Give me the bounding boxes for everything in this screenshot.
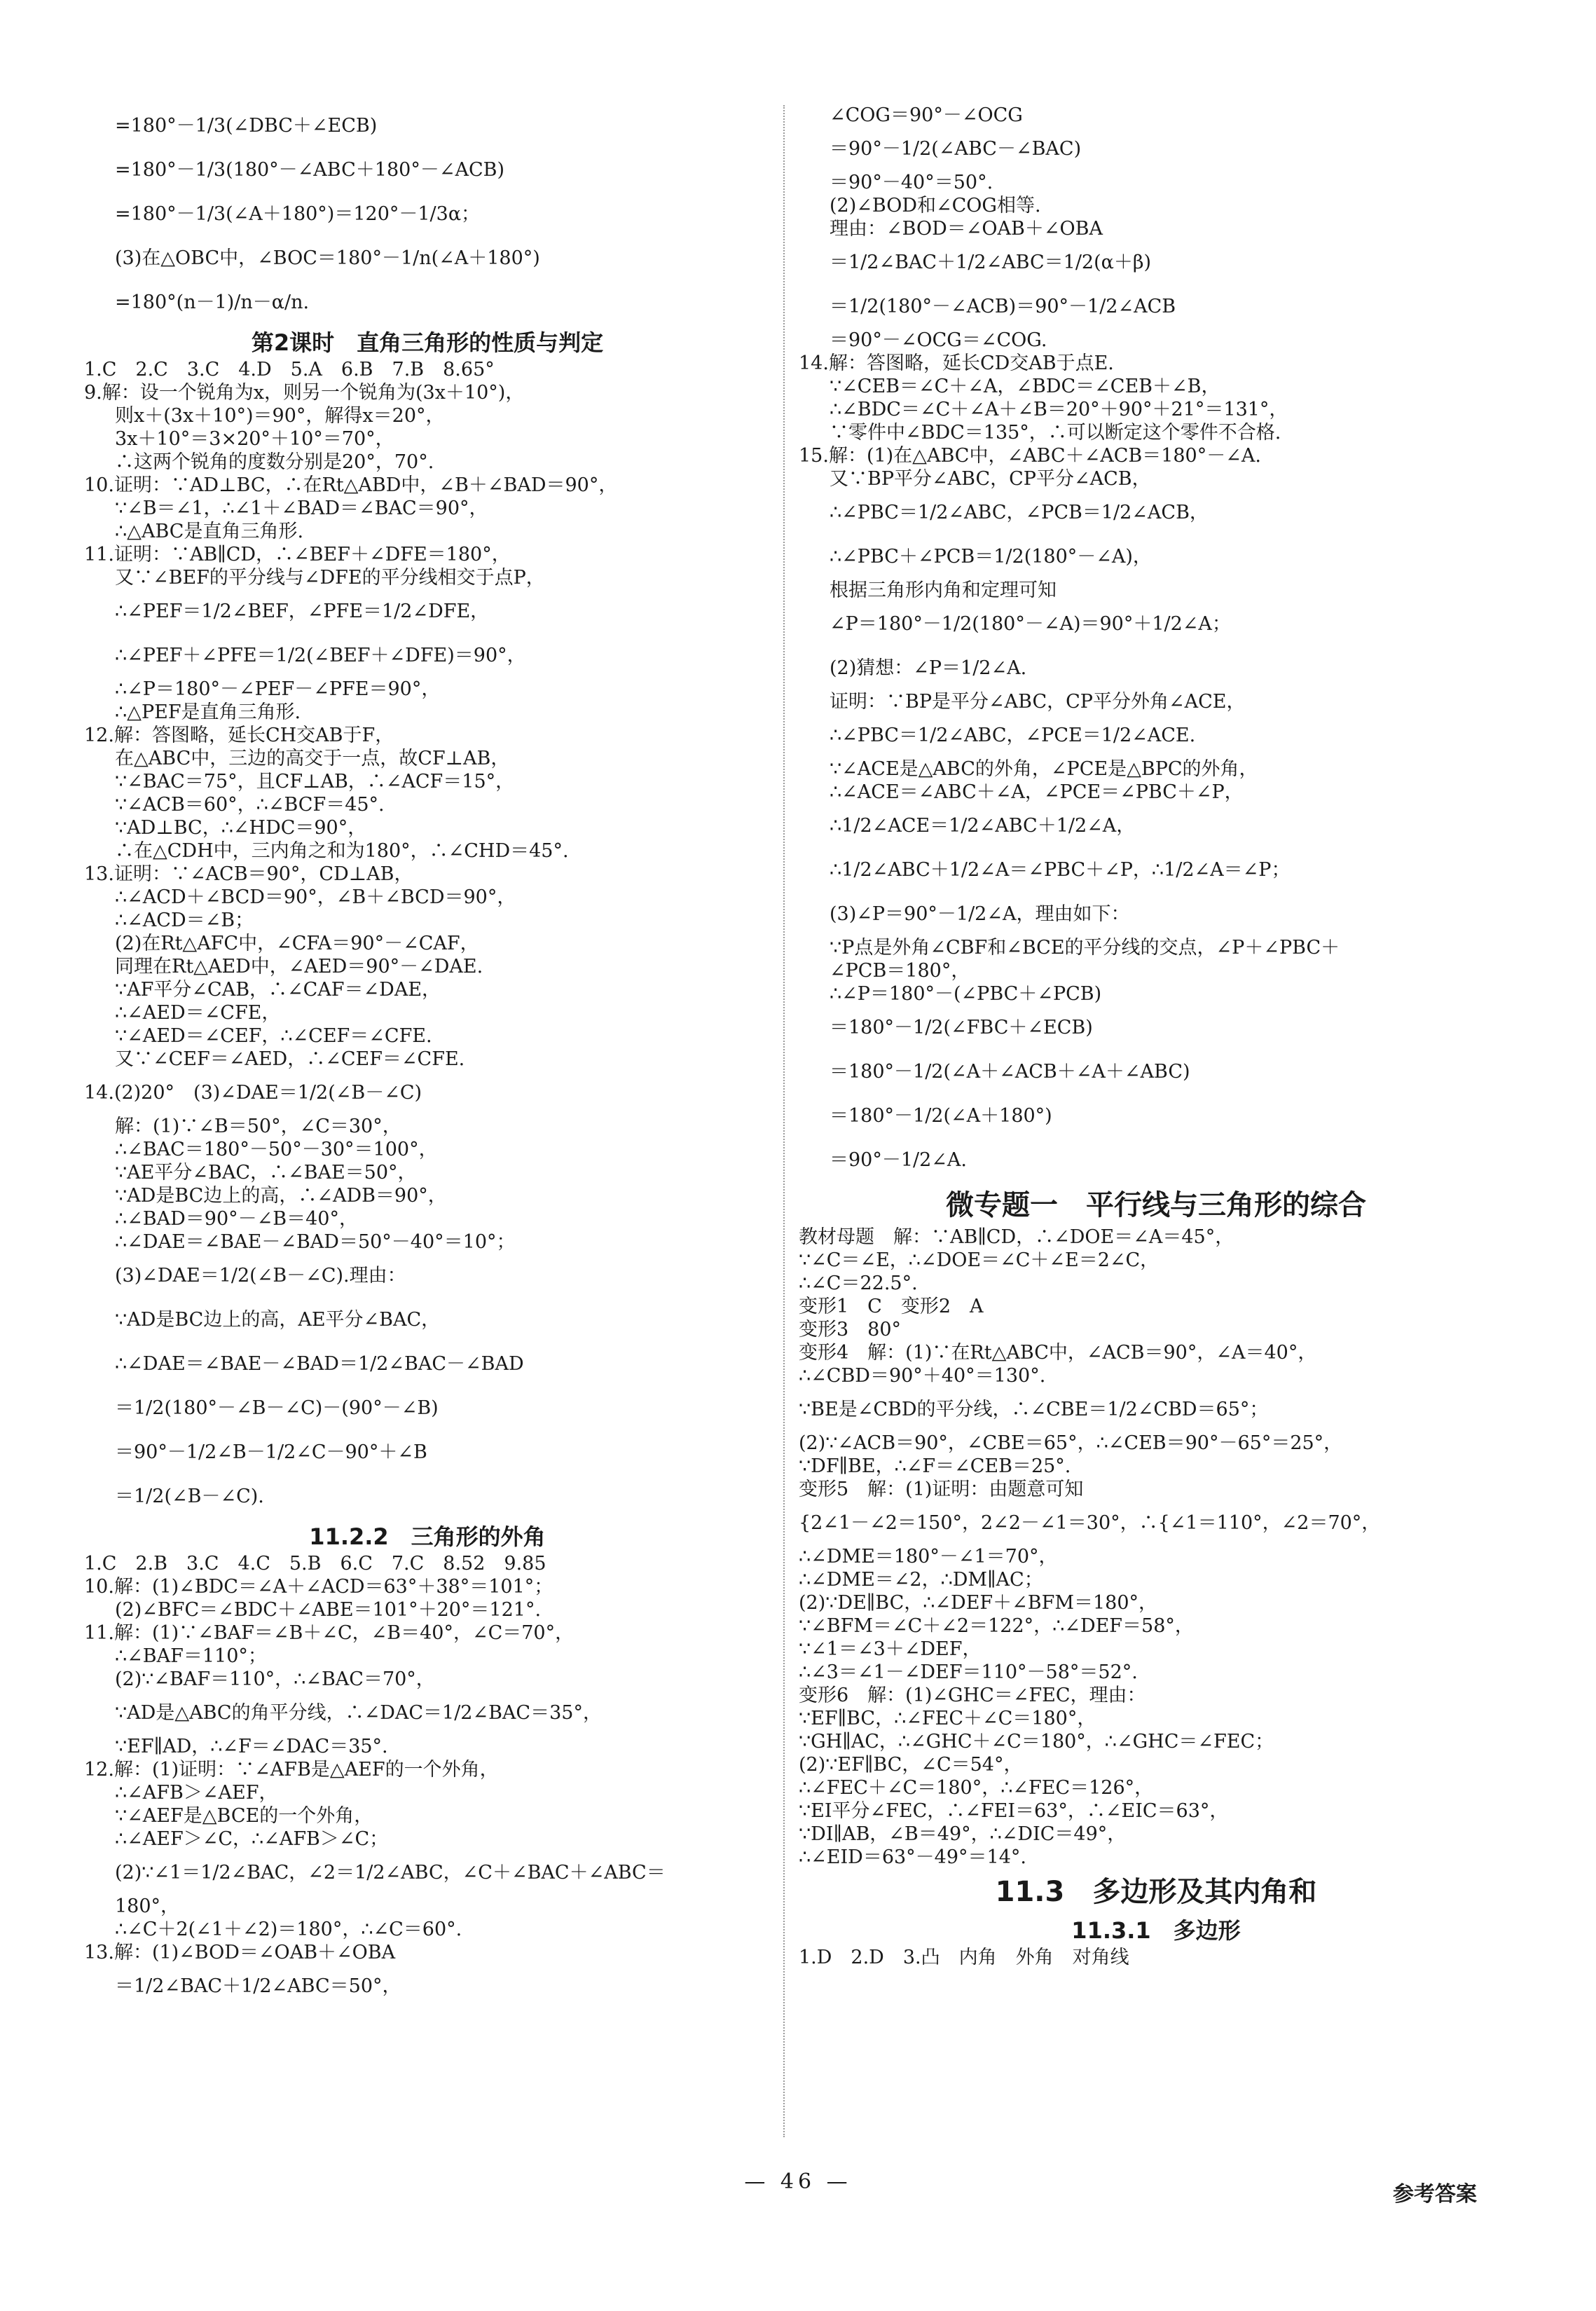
answer-line: ∴∠ACD＝∠B；: [115, 910, 254, 931]
answer-line: (2)∵DE∥BC，∴∠DEF＋∠BFM＝180°，: [799, 1593, 1158, 1614]
answer-line: ∵AD⊥BC，∴∠HDC＝90°，: [115, 818, 367, 839]
section-label: 参考答案: [1393, 2182, 1477, 2207]
answer-line: ∵∠1＝∠3＋∠DEF，: [799, 1639, 982, 1660]
answer-line: ∴∠AFB＞∠AEF，: [115, 1783, 278, 1804]
answer-line: ∵∠AED＝∠CEF，∴∠CEF＝∠CFE.: [115, 1026, 432, 1047]
answer-line: 在△ABC中，三边的高交于一点，故CF⊥AB，: [115, 748, 510, 769]
answer-line: ∴∠AED＝∠CFE，: [115, 1003, 281, 1024]
answer-line: (2)∠BFC＝∠BDC＋∠ABE＝101°＋20°＝121°.: [115, 1600, 542, 1621]
answer-line: ∴∠AEF＞∠C，∴∠AFB＞∠C；: [115, 1829, 389, 1850]
answer-line: 12.解：(1)证明：∵∠AFB是△AEF的一个外角，: [84, 1760, 499, 1781]
answer-line: ∴∠P＝180°－(∠PBC＋∠PCB): [830, 984, 1102, 1005]
answer-line: 又∵BP平分∠ABC，CP平分∠ACB，: [830, 469, 1151, 490]
answer-line: ∵AD是BC边上的高，AE平分∠BAC，: [115, 1309, 441, 1331]
answer-line: 12.解：答图略，延长CH交AB于F，: [84, 725, 394, 746]
page-number: — 46 —: [744, 2169, 852, 2194]
answer-line: =180°－1/3(∠DBC＋∠ECB): [115, 115, 378, 137]
section-heading: 11.3 多边形及其内角和: [995, 1876, 1317, 1908]
answer-line: 13.证明：∵∠ACB＝90°，CD⊥AB，: [84, 864, 413, 885]
answer-line: ∴∠DAE＝∠BAE－∠BAD＝50°－40°＝10°；: [115, 1232, 516, 1253]
answer-line: 13.解：(1)∠BOD＝∠OAB＋∠OBA: [84, 1942, 396, 1963]
answer-line: 解：(1)∵∠B＝50°，∠C＝30°，: [115, 1116, 401, 1137]
right-column: [799, 105, 1513, 1970]
answer-line: ∵GH∥AC，∴∠GHC＋∠C＝180°，∴∠GHC＝∠FEC；: [799, 1731, 1274, 1753]
answer-line: ＝1/2(180°－∠ACB)＝90°－1/2∠ACB: [830, 296, 1176, 317]
answer-line: ∴∠C＋2(∠1＋∠2)＝180°，∴∠C＝60°.: [115, 1919, 462, 1940]
answer-line: ＝180°－1/2(∠FBC＋∠ECB): [830, 1017, 1093, 1038]
answer-line: (2)∵∠BAF＝110°，∴∠BAC＝70°，: [115, 1669, 435, 1690]
answer-line: 则x＋(3x＋10°)＝90°，解得x＝20°，: [115, 406, 445, 427]
answer-line: ∴∠ACD＋∠BCD＝90°，∠B＋∠BCD＝90°，: [115, 887, 516, 908]
answer-line: 14.(2)20° (3)∠DAE＝1/2(∠B－∠C): [84, 1082, 422, 1104]
column-divider: [783, 105, 786, 2137]
answer-line: (2)猜想：∠P＝1/2∠A.: [830, 657, 1027, 679]
answer-line: 3x＋10°＝3×20°＋10°＝70°，: [115, 429, 394, 450]
answer-line: (2)∵∠ACB＝90°，∠CBE＝65°，∴∠CEB＝90°－65°＝25°，: [799, 1433, 1343, 1454]
answer-line: ∴∠ACE＝∠ABC＋∠A，∠PCE＝∠PBC＋∠P，: [830, 782, 1244, 803]
answer-line: ＝1/2(180°－∠B－∠C)－(90°－∠B): [115, 1397, 439, 1419]
answer-line: 180°，: [115, 1896, 180, 1917]
section-heading: 微专题一 平行线与三角形的综合: [946, 1189, 1366, 1221]
answer-line: ∵∠ACE是△ABC的外角，∠PCE是△BPC的外角，: [830, 759, 1258, 780]
answer-line: {2∠1－∠2＝150°，2∠2－∠1＝30°，∴{∠1＝110°，∠2＝70°，: [799, 1512, 1381, 1534]
section-heading: 11.2.2 三角形的外角: [309, 1523, 546, 1550]
answer-line: ∵EF∥AD，∴∠F＝∠DAC＝35°.: [115, 1736, 388, 1757]
answer-line: ＝180°－1/2(∠A＋∠ACB＋∠A＋∠ABC): [830, 1061, 1190, 1083]
answer-line: (2)∠BOD和∠COG相等.: [830, 196, 1041, 217]
answer-line: 变形1 C 变形2 A: [799, 1296, 984, 1317]
answer-line: ∴∠3＝∠1－∠DEF＝110°－58°＝52°.: [799, 1662, 1138, 1683]
answer-line: ∵BE是∠CBD的平分线，∴∠CBE＝1/2∠CBD＝65°；: [799, 1399, 1269, 1420]
answer-line: ∴∠BAC＝180°－50°－30°＝100°，: [115, 1139, 438, 1160]
answer-line: (3)在△OBC中，∠BOC＝180°－1/n(∠A＋180°): [115, 247, 540, 269]
answer-line: 11.解：(1)∵∠BAF＝∠B＋∠C，∠B＝40°，∠C＝70°，: [84, 1623, 575, 1644]
answer-line: ∵∠C＝∠E，∴∠DOE＝∠C＋∠E＝2∠C，: [799, 1250, 1160, 1271]
answer-line: ∵AE平分∠BAC，∴∠BAE＝50°，: [115, 1163, 417, 1184]
answer-line: ∵AD是△ABC的角平分线，∴∠DAC＝1/2∠BAC＝35°，: [115, 1702, 602, 1724]
answer-line: (2)∵EF∥BC，∠C＝54°，: [799, 1755, 1023, 1776]
answer-line: 9.解：设一个锐角为x，则另一个锐角为(3x＋10°)，: [84, 383, 525, 404]
answer-line: ∴∠CBD＝90°＋40°＝130°.: [799, 1366, 1046, 1387]
answer-line: ∠COG＝90°－∠OCG: [830, 105, 1023, 126]
left-column: [84, 105, 771, 2010]
section-heading: 第2课时 直角三角形的性质与判定: [251, 329, 604, 356]
section-heading: 11.3.1 多边形: [1071, 1917, 1241, 1944]
answer-line: ∴∠PEF＋∠PFE＝1/2(∠BEF＋∠DFE)＝90°，: [115, 645, 526, 666]
answer-line: ＝90°－40°＝50°.: [830, 172, 993, 193]
answer-line: ＝90°－1/2∠B－1/2∠C－90°＋∠B: [115, 1441, 427, 1463]
answer-line: ∴在△CDH中，三内角之和为180°，∴∠CHD＝45°.: [115, 841, 569, 862]
answer-line: 10.证明：∵AD⊥BC，∴在Rt△ABD中，∠B＋∠BAD＝90°，: [84, 475, 618, 496]
answer-line: 又∵∠BEF的平分线与∠DFE的平分线相交于点P，: [115, 568, 545, 589]
answer-line: (2)在Rt△AFC中，∠CFA＝90°－∠CAF，: [115, 933, 479, 954]
answer-line: ∵∠CEB＝∠C＋∠A，∠BDC＝∠CEB＋∠B，: [830, 376, 1220, 397]
answer-line: 1.D 2.D 3.凸 内角 外角 对角线: [799, 1947, 1129, 1968]
answer-line: ∴∠FEC＋∠C＝180°，∴∠FEC＝126°，: [799, 1778, 1154, 1799]
answer-line: 理由：∠BOD＝∠OAB＋∠OBA: [830, 219, 1103, 240]
answer-line: ∵∠BAC＝75°，且CF⊥AB，∴∠ACF＝15°，: [115, 772, 515, 793]
answer-line: 10.解：(1)∠BDC＝∠A＋∠ACD＝63°＋38°＝101°；: [84, 1577, 553, 1598]
answer-line: 同理在Rt△AED中，∠AED＝90°－∠DAE.: [115, 956, 483, 978]
answer-line: ∴∠PBC＋∠PCB＝1/2(180°－∠A)，: [830, 546, 1152, 568]
answer-line: ＝1/2(∠B－∠C).: [115, 1486, 264, 1507]
answer-line: ∵∠BFM＝∠C＋∠2＝122°，∴∠DEF＝58°，: [799, 1616, 1194, 1637]
answer-line: ∴∠DME＝∠2，∴DM∥AC；: [799, 1570, 1043, 1591]
answer-line: ∵P点是外角∠CBF和∠BCE的平分线的交点，∠P＋∠PBC＋: [830, 938, 1340, 959]
answer-line: ∵∠B＝∠1，∴∠1＋∠BAD＝∠BAC＝90°，: [115, 498, 488, 519]
answer-line: ∴∠PBC＝1/2∠ABC，∠PCB＝1/2∠ACB，: [830, 502, 1209, 523]
answer-line: 11.证明：∵AB∥CD，∴∠BEF＋∠DFE＝180°，: [84, 544, 511, 565]
answer-line: ∴∠DAE＝∠BAE－∠BAD＝1/2∠BAC－∠BAD: [115, 1353, 524, 1375]
answer-line: ＝1/2∠BAC＋1/2∠ABC＝1/2(α＋β): [830, 252, 1152, 273]
answer-line: ∴∠P＝180°－∠PEF－∠PFE＝90°，: [115, 679, 441, 700]
answer-line: (3)∠P＝90°－1/2∠A，理由如下：: [830, 903, 1130, 925]
answer-line: 1.C 2.B 3.C 4.C 5.B 6.C 7.C 8.52 9.85: [84, 1554, 546, 1575]
answer-line: (2)∵∠1＝1/2∠BAC，∠2＝1/2∠ABC，∠C＋∠BAC＋∠ABC＝: [115, 1862, 666, 1884]
answer-line: 变形3 80°: [799, 1319, 902, 1340]
answer-line: ∵零件中∠BDC＝135°，∴可以断定这个零件不合格.: [830, 423, 1281, 444]
answer-line: ∴∠BAD＝90°－∠B＝40°，: [115, 1209, 358, 1230]
answer-line: ∴△PEF是直角三角形.: [115, 702, 301, 723]
answer-line: ∴∠BDC＝∠C＋∠A＋∠B＝20°＋90°＋21°＝131°，: [830, 399, 1288, 420]
answer-line: =180°－1/3(∠A＋180°)＝120°－1/3α；: [115, 203, 481, 225]
answer-line: 变形5 解：(1)证明：由题意可知: [799, 1479, 1084, 1500]
answer-line: ＝1/2∠BAC＋1/2∠ABC＝50°，: [115, 1975, 401, 1997]
answer-line: ＝90°－∠OCG＝∠COG.: [830, 330, 1047, 351]
answer-line: ∴∠PEF＝1/2∠BEF，∠PFE＝1/2∠DFE，: [115, 601, 490, 622]
answer-line: ∴1/2∠ACE＝1/2∠ABC＋1/2∠A，: [830, 815, 1136, 837]
answer-line: 根据三角形内角和定理可知: [830, 580, 1057, 601]
answer-line: ∵DF∥BE，∴∠F＝∠CEB＝25°.: [799, 1456, 1071, 1477]
answer-line: ∴1/2∠ABC＋1/2∠A＝∠PBC＋∠P，∴1/2∠A＝∠P；: [830, 859, 1291, 881]
answer-line: ∵AF平分∠CAB，∴∠CAF＝∠DAE，: [115, 980, 441, 1001]
answer-line: ∵EF∥BC，∴∠FEC＋∠C＝180°，: [799, 1708, 1096, 1729]
answer-line: ∵∠AEF是△BCE的一个外角，: [115, 1806, 373, 1827]
answer-line: ∵EI平分∠FEC，∴∠FEI＝63°，∴∠EIC＝63°，: [799, 1801, 1229, 1822]
answer-line: ∴∠EID＝63°－49°＝14°.: [799, 1847, 1026, 1868]
answer-line: ∴∠DME＝180°－∠1＝70°，: [799, 1547, 1058, 1568]
answer-line: ∴△ABC是直角三角形.: [115, 521, 304, 542]
answer-line: ∴∠BAF＝110°；: [115, 1646, 267, 1667]
answer-line: 变形4 解：(1)∵在Rt△ABC中，∠ACB＝90°，∠A＝40°，: [799, 1343, 1317, 1364]
answer-line: 1.C 2.C 3.C 4.D 5.A 6.B 7.B 8.65°: [84, 359, 495, 380]
answer-line: ∠PCB＝180°，: [830, 961, 970, 982]
answer-line: ∵∠ACB＝60°，∴∠BCF＝45°.: [115, 795, 385, 816]
answer-line: 15.解：(1)在△ABC中，∠ABC＋∠ACB＝180°－∠A.: [799, 446, 1261, 467]
answer-line: ∵AD是BC边上的高，∴∠ADB＝90°，: [115, 1186, 447, 1207]
answer-line: 教材母题 解：∵AB∥CD，∴∠DOE＝∠A＝45°，: [799, 1227, 1234, 1248]
answer-line: ∴这两个锐角的度数分别是20°，70°.: [115, 452, 434, 473]
answer-line: ＝90°－1/2(∠ABC－∠BAC): [830, 138, 1082, 160]
answer-line: 14.解：答图略，延长CD交AB于点E.: [799, 353, 1114, 374]
answer-line: 又∵∠CEF＝∠AED，∴∠CEF＝∠CFE.: [115, 1049, 465, 1070]
answer-line: ∠P＝180°－1/2(180°－∠A)＝90°＋1/2∠A；: [830, 613, 1231, 635]
answer-line: (3)∠DAE＝1/2(∠B－∠C).理由：: [115, 1265, 406, 1287]
answer-line: =180°(n－1)/n－α/n.: [115, 292, 310, 313]
answer-line: =180°－1/3(180°－∠ABC＋180°－∠ACB): [115, 159, 504, 181]
answer-line: ＝90°－1/2∠A.: [830, 1149, 968, 1171]
answer-line: ∴∠PBC＝1/2∠ABC，∠PCE＝1/2∠ACE.: [830, 725, 1196, 746]
answer-line: ＝180°－1/2(∠A＋180°): [830, 1105, 1052, 1127]
answer-line: ∴∠C＝22.5°.: [799, 1273, 918, 1294]
answer-line: ∵DI∥AB，∠B＝49°，∴∠DIC＝49°，: [799, 1824, 1127, 1845]
answer-line: 变形6 解：(1)∠GHC＝∠FEC，理由：: [799, 1685, 1146, 1706]
answer-line: 证明：∵BP是平分∠ABC，CP平分外角∠ACE，: [830, 692, 1246, 713]
